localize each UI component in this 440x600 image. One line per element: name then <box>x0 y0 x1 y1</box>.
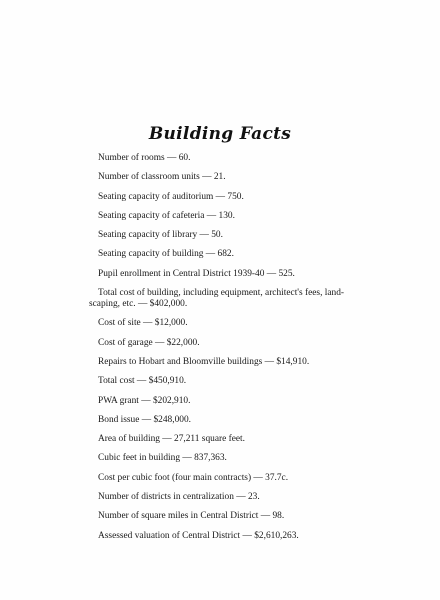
facts-list <box>89 153 360 550</box>
fact-item: Number of rooms — 60. <box>98 153 191 163</box>
fact-item: Cost of site — $12,000. <box>98 318 188 329</box>
fact-item: Pupil enrollment in Central District 1939-40 — 525. <box>98 268 295 279</box>
fact-item: Cost per cubic foot (four main contracts) — 37.7c. <box>98 472 289 483</box>
fact-item: Total cost — $450,910. <box>98 376 187 387</box>
fact-item: Assessed valuation of Central District — $2,610,263. <box>98 530 299 541</box>
fact-item: Seating capacity of library — 50. <box>98 230 223 241</box>
fact-item: Seating capacity of auditorium — 750. <box>98 191 244 202</box>
fact-line-1: Total cost of building, including equipment, architect's fees, land- <box>98 288 345 299</box>
fact-line-2: scaping, etc. — $402,000. <box>89 299 188 310</box>
fact-item: Number of classroom units — 21. <box>98 172 226 183</box>
fact-item: Bond issue — $248,000. <box>98 414 191 425</box>
fact-item: Number of square miles in Central District — 98. <box>98 511 285 522</box>
fact-item: PWA grant — $202,910. <box>98 395 191 406</box>
fact-item-multiline <box>89 288 360 310</box>
fact-item: Number of districts in centralization — 23. <box>98 492 260 503</box>
page-title: Building Facts <box>148 124 292 144</box>
fact-item: Repairs to Hobart and Bloomville buildings — $14,910. <box>98 356 310 367</box>
fact-item: Cost of garage — $22,000. <box>98 337 200 348</box>
fact-item: Cubic feet in building — 837,363. <box>98 453 227 464</box>
fact-item: Area of building — 27,211 square feet. <box>98 434 246 445</box>
fact-item: Seating capacity of building — 682. <box>98 249 234 260</box>
fact-item: Seating capacity of cafeteria — 130. <box>98 210 235 221</box>
